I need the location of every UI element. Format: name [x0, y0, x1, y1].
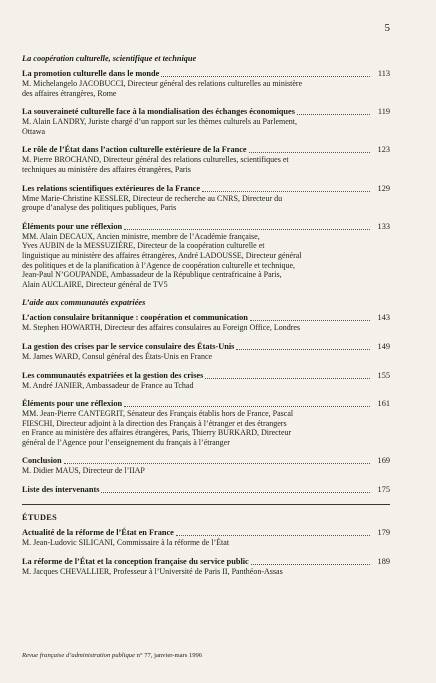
- entry-title-row: [22, 456, 390, 466]
- table-of-contents: [22, 54, 390, 585]
- toc-entry: [22, 145, 390, 174]
- toc-entry: [22, 557, 390, 577]
- section-header-etudes: ÉTUDES: [22, 513, 57, 523]
- toc-entry: [22, 456, 390, 476]
- entry-authors: [22, 466, 390, 476]
- entry-title: Actualité de la réforme de l’État en France: [22, 528, 174, 538]
- section-header-cooperation: La coopération culturelle, scientifique et technique: [22, 54, 197, 63]
- author-line: M. Pierre BROCHAND, Directeur général des relations culturelles, scientifiques et: [22, 155, 289, 165]
- entry-title: La promotion culturelle dans le monde: [22, 69, 160, 78]
- leader-dots: [64, 463, 370, 464]
- footer: [22, 652, 202, 659]
- entry-authors: [22, 194, 390, 213]
- leader-dots: [297, 114, 370, 115]
- entry-title: L’action consulaire britannique : coopération et communication: [22, 313, 248, 323]
- author-line: Alain AUCLAIRE, Directeur général de TV5: [22, 279, 168, 289]
- entry-title: La gestion des crises par le service consulaire des États-Unis: [22, 341, 235, 351]
- leader-dots: [176, 535, 370, 536]
- leader-dots: [205, 378, 370, 379]
- entry-title-row: [22, 399, 390, 409]
- author-line: M. Stephen HOWARTH, Directeur des affaires consulaires au Foreign Office, Londres: [22, 323, 301, 333]
- entry-authors: [22, 117, 390, 136]
- entry-title-row: [22, 107, 390, 117]
- entry-title: Liste des intervenants: [22, 485, 100, 495]
- entry-page-number: 155: [377, 370, 390, 380]
- author-line: M. Didier MAUS, Directeur de l’IIAP: [22, 466, 145, 476]
- toc-entry: [22, 371, 390, 391]
- entry-page-number: 113: [377, 69, 390, 78]
- toc-entry: [22, 313, 390, 333]
- author-line: M. Jean-Ludovic SILICANI, Commissaire à la réforme de l’État: [22, 538, 230, 548]
- entry-title: Les relations scientifiques extérieures de la France: [22, 183, 201, 193]
- author-line: M. André JANIER, Ambassadeur de France au Tchad: [22, 380, 194, 390]
- author-line: des affaires étrangères, Rome: [22, 88, 117, 98]
- entry-title-row: [22, 528, 390, 538]
- entry-title: Conclusion: [22, 456, 62, 466]
- section-header-expatries: L’aide aux communautés expatriées: [22, 298, 146, 308]
- leader-dots: [236, 349, 370, 350]
- author-line: FIESCHI, Directeur adjoint à la direction des Français à l’étranger et des étrangers: [22, 418, 287, 428]
- leader-dots: [251, 564, 370, 565]
- entry-authors: [22, 409, 390, 447]
- page-number: 5: [384, 22, 390, 34]
- toc-entry: [22, 399, 390, 447]
- entry-title-row: [22, 222, 390, 232]
- author-line: techniques au ministère des affaires étrangères, Paris: [22, 164, 191, 174]
- author-line: M. Jacques CHEVALLIER, Professeur à l’Université de Paris II, Panthéon-Assas: [22, 566, 283, 576]
- entry-title-row: [22, 485, 390, 495]
- author-line: groupe d’analyse des politiques publiques, Paris: [22, 203, 177, 213]
- entry-page-number: 143: [377, 313, 390, 323]
- entry-page-number: 189: [377, 556, 390, 566]
- entry-title: Éléments pour une réflexion: [22, 399, 123, 409]
- toc-entry: [22, 69, 390, 98]
- entry-title-row: [22, 371, 390, 381]
- entry-page-number: 133: [377, 221, 390, 231]
- leader-dots: [161, 76, 370, 77]
- leader-dots: [250, 320, 370, 321]
- footer-issue: n° 77, janvier-mars 1996: [136, 652, 203, 659]
- leader-dots: [202, 191, 370, 192]
- toc-entry: [22, 485, 390, 495]
- author-line: Mme Marie-Christine KESSLER, Directeur de recherche au CNRS, Directeur du: [22, 193, 283, 203]
- entry-title-row: [22, 313, 390, 323]
- toc-entry: [22, 107, 390, 136]
- author-line: MM. Alain DECAUX, Ancien ministre, membre de l’Académie française,: [22, 231, 260, 241]
- author-line: MM. Jean-Pierre CANTEGRIT, Sénateur des Français établis hors de France, Pascal: [22, 409, 294, 419]
- entry-title-row: [22, 557, 390, 567]
- entry-title: Les communautés expatriées et la gestion des crises: [22, 370, 204, 380]
- entry-title: La réforme de l’État et la conception française du service public: [22, 556, 249, 566]
- author-line: des politiques et de la planification à l’Agence de coopération culturelle et technique,: [22, 260, 296, 270]
- leader-dots: [124, 229, 370, 230]
- entry-page-number: 175: [377, 485, 390, 495]
- toc-entry: [22, 184, 390, 213]
- entry-authors: [22, 155, 390, 174]
- entry-title-row: [22, 69, 390, 79]
- entry-page-number: 129: [377, 183, 390, 193]
- entry-authors: [22, 381, 390, 391]
- entry-title-row: [22, 184, 390, 194]
- toc-entry: [22, 342, 390, 362]
- entry-authors: [22, 352, 390, 362]
- footer-journal: Revue française d’administration publique: [22, 652, 135, 659]
- toc-entry: [22, 528, 390, 548]
- entry-authors: [22, 79, 390, 98]
- entry-authors: [22, 323, 390, 333]
- entry-authors: [22, 232, 390, 290]
- author-line: général de l’Agence pour l’enseignement du français à l’étranger: [22, 437, 230, 447]
- entry-page-number: 119: [377, 107, 390, 117]
- entry-authors: [22, 567, 390, 577]
- leader-dots: [101, 492, 370, 493]
- author-line: Ottawa: [22, 126, 46, 136]
- entry-authors: [22, 538, 390, 548]
- author-line: Jean-Paul N’GOUPANDE, Ambassadeur de la République centrafricaine à Paris,: [22, 270, 282, 280]
- entry-title: La souveraineté culturelle face à la mondialisation des échanges économiques: [22, 107, 295, 117]
- toc-entry: [22, 222, 390, 290]
- entry-title-row: [22, 145, 390, 155]
- entry-page-number: 161: [377, 399, 390, 409]
- entry-page-number: 149: [377, 341, 390, 351]
- entry-page-number: 169: [377, 456, 390, 466]
- author-line: M. Alain LANDRY, Juriste chargé d’un rapport sur les thèmes culturels au Parlement,: [22, 117, 297, 127]
- entry-page-number: 179: [377, 528, 390, 538]
- entry-title: Le rôle de l’État dans l’action culturelle extérieure de la France: [22, 145, 247, 155]
- section-rule: [22, 504, 390, 505]
- author-line: Yves AUBIN de la MESSUZIÈRE, Directeur de la coopération culturelle et: [22, 241, 265, 251]
- leader-dots: [124, 406, 370, 407]
- author-line: M. James WARD, Consul général des États-Unis en France: [22, 351, 213, 361]
- entry-title-row: [22, 342, 390, 352]
- author-line: en France au ministère des affaires étrangères, Paris, Thierry BURKARD, Directeur: [22, 428, 292, 438]
- author-line: M. Michelangelo JACOBUCCI, Directeur général des relations culturelles au ministère: [22, 79, 303, 88]
- author-line: linguistique au ministère des affaires étrangères, André LADOUSSE, Directeur général: [22, 250, 302, 260]
- entry-page-number: 123: [377, 145, 390, 155]
- leader-dots: [249, 152, 370, 153]
- entry-title: Éléments pour une réflexion: [22, 221, 123, 231]
